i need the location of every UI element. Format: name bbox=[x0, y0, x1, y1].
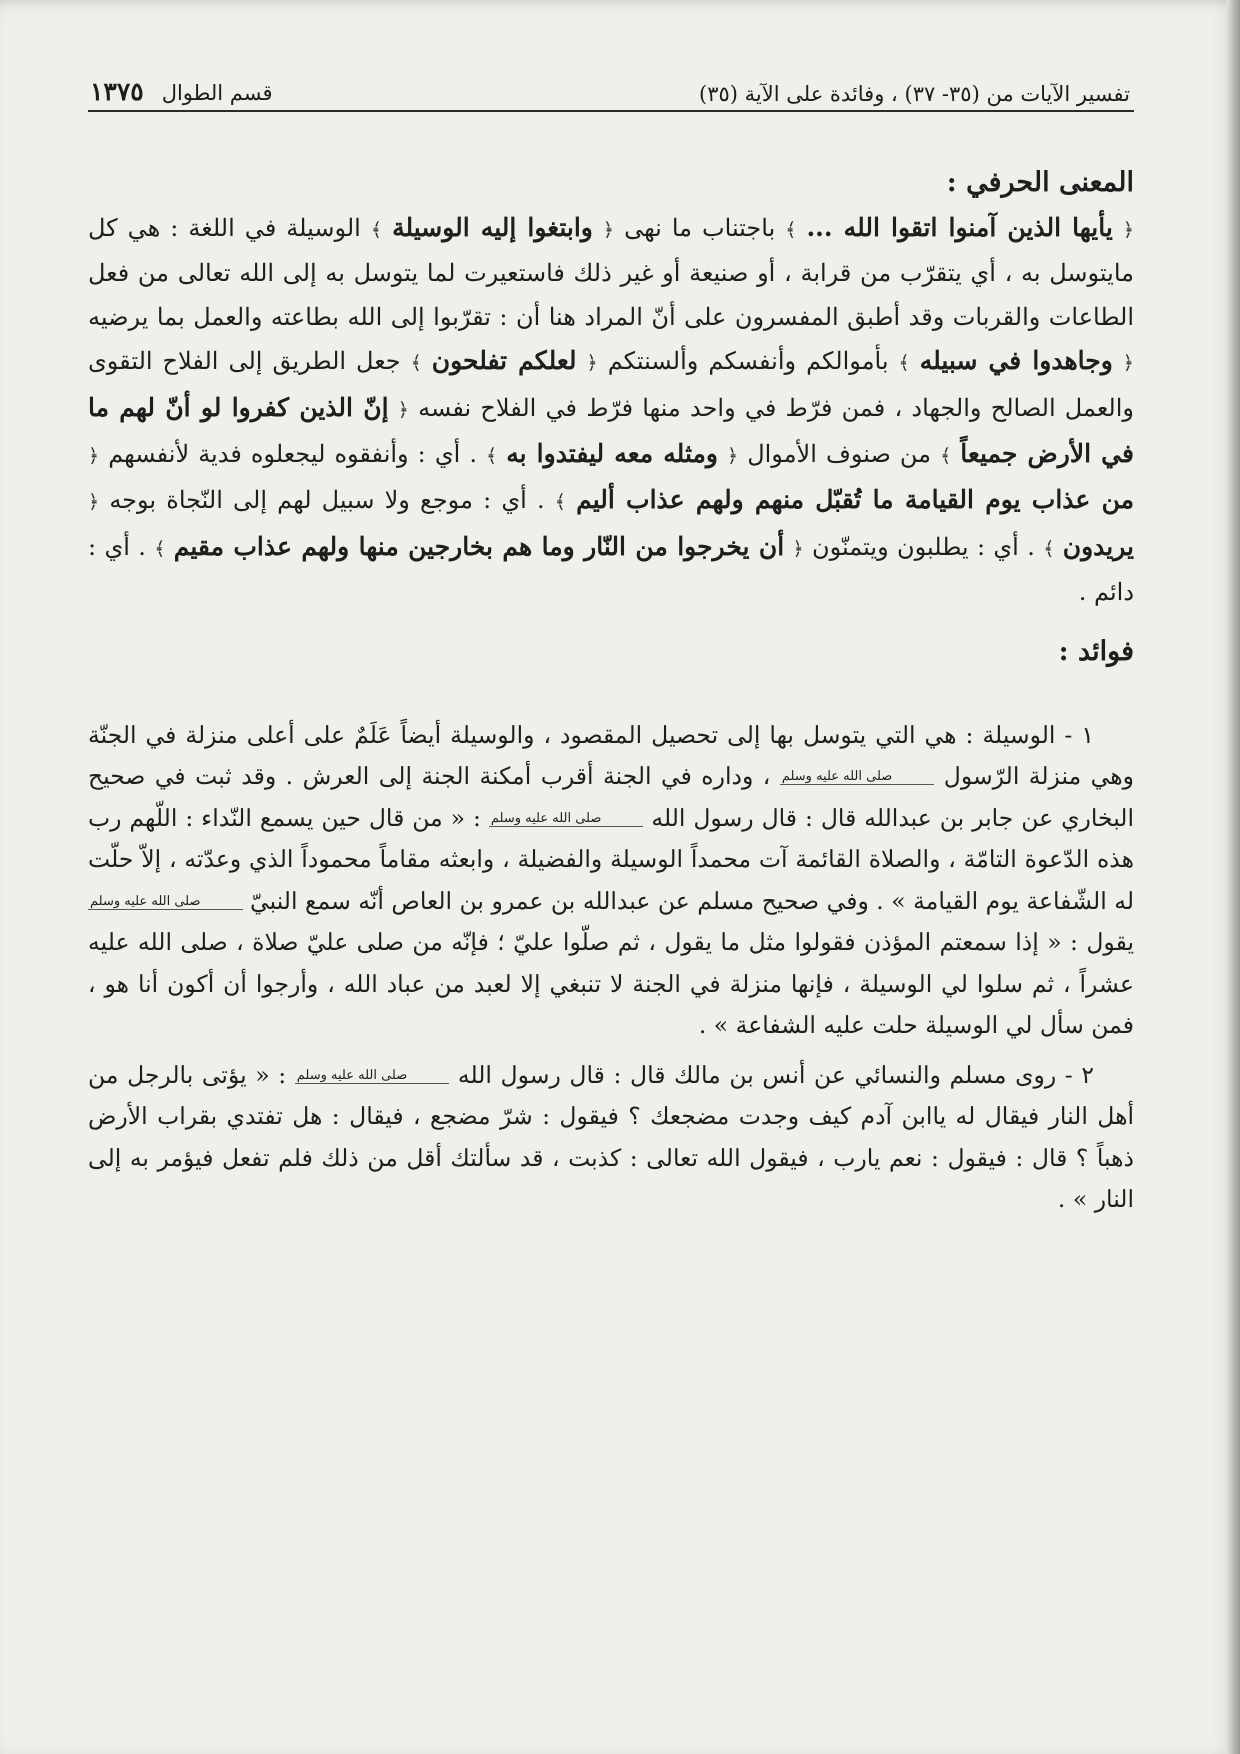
benefit-text: : « من قال حين يسمع النّداء : اللّهم رب هذه الدّعوة التامّة ، والصلاة القائمة آت محمداً الوسيلة والفضيلة ، وابعثه مقاماً محموداً الذي وعدّته ، إلاّ حلّت له الشّفاعة يوم القيامة » . وفي صحيح مسلم عن عبدالله بن عمرو بن العاص أنّه سمع النبيّ bbox=[88, 803, 1134, 915]
verse-fragment: يريدون bbox=[1062, 531, 1134, 561]
commentary-text: بأموالكم وأنفسكم وألسنتكم bbox=[607, 347, 889, 376]
benefit-text: ، وداره في الجنة أقرب أمكنة الجنة إلى العرش . وقد ثبت في صحيح البخاري عن جابر بن عبدالله قال : قال رسول الله bbox=[88, 762, 1134, 832]
benefit-text: : « يؤتى بالرجل من أهل النار فيقال له ياابن آدم كيف وجدت مضجعك ؟ فيقول : شرّ مضجع ، فيقال : هل تفتدي بقراب الأرض ذهباً ؟ قال : فيقول : نعم يارب ، فيقول الله تعالى : كذبت ، قد سألتك أقل من ذلك فلم تفعل فيؤمر به إلى النار » . bbox=[88, 1060, 1134, 1214]
ornament-close: ﴾ bbox=[154, 537, 166, 560]
ornament-open: ﴿ bbox=[397, 398, 409, 421]
salawat-ligature: صلى الله عليه وسلم bbox=[489, 812, 644, 827]
ornament-close: ﴾ bbox=[898, 352, 910, 375]
benefits-section bbox=[88, 629, 1134, 1221]
commentary-text: جعل الطريق إلى الفلاح التقوى والعمل الصالح والجهاد ، فمن فرّط في واحد منها فرّط في الفلاح نفسه bbox=[88, 347, 1134, 422]
benefit-text: ٢ - روى مسلم والنسائي عن أنس بن مالك قال : قال رسول الله bbox=[457, 1060, 1094, 1089]
ornament-open: ﴿ bbox=[602, 219, 615, 241]
ornament-open: ﴿ bbox=[1122, 219, 1134, 241]
commentary-text: باجتناب ما نهى bbox=[624, 214, 776, 242]
page-number: ١٣٧٥ bbox=[90, 77, 144, 106]
ornament-close: ﴾ bbox=[410, 352, 422, 375]
literal-meaning-paragraph bbox=[88, 206, 1134, 615]
verse-fragment: أن يخرجوا من النّار وما هم بخارجين منها ولهم عذاب مقيم bbox=[173, 531, 785, 561]
ornament-open: ﴿ bbox=[1122, 352, 1134, 375]
ornament-open: ﴿ bbox=[88, 445, 100, 468]
commentary-text: . أي : يطلبون ويتمنّون bbox=[812, 532, 1035, 561]
literal-meaning-heading: المعنى الحرفي : bbox=[946, 167, 1134, 198]
ornament-close: ﴾ bbox=[370, 219, 383, 241]
benefits-heading: فوائد : bbox=[1058, 635, 1134, 667]
ornament-open: ﴿ bbox=[792, 537, 804, 560]
ornament-close: ﴾ bbox=[940, 445, 952, 468]
ornament-close: ﴾ bbox=[554, 491, 566, 514]
verse-fragment: إنّ الذين كفروا لو أنّ لهم ما في الأرض جميعاً bbox=[88, 392, 1134, 469]
ornament-open: ﴿ bbox=[727, 445, 739, 468]
page-content bbox=[88, 160, 1134, 1221]
verse-fragment: وابتغوا إليه الوسيلة bbox=[392, 213, 593, 242]
salawat-ligature: صلى الله عليه وسلم bbox=[295, 1069, 450, 1084]
running-header bbox=[90, 62, 1130, 106]
commentary-text: . أي : موجع ولا سبيل لهم إلى النّجاة بوجه bbox=[109, 486, 545, 515]
verse-fragment: وجاهدوا في سبيله bbox=[919, 346, 1113, 376]
commentary-text: . أي : وأنفقوه ليجعلوه فدية لأنفسهم bbox=[108, 440, 477, 469]
page-edge-shadow bbox=[1226, 0, 1240, 1754]
ornament-open: ﴿ bbox=[88, 491, 100, 514]
header-section: قسم الطوال bbox=[161, 81, 273, 105]
ornament-close: ﴾ bbox=[1043, 537, 1055, 560]
ornament-close: ﴾ bbox=[486, 445, 498, 468]
ornament-close: ﴾ bbox=[785, 219, 797, 241]
salawat-ligature: صلى الله عليه وسلم bbox=[88, 895, 243, 910]
commentary-text: الوسيلة في اللغة : هي كل مايتوسل به ، أي يتقرّب من قرابة ، أو صنيعة أو غير ذلك فاستعيرت لما يتوسل به إلى الله تعالى من فعل الطاعات والقربات وقد أطبق المفسرون على أنّ المراد هنا أن : تقرّبوا إلى الله بطاعته والعمل بما يرضيه bbox=[88, 214, 1134, 331]
verse-fragment: لعلكم تفلحون bbox=[431, 346, 577, 376]
header-left-group bbox=[90, 77, 273, 106]
benefit-paragraph-2 bbox=[88, 1055, 1134, 1221]
benefit-paragraph-1 bbox=[88, 715, 1134, 1047]
benefit-text: يقول : « إذا سمعتم المؤذن فقولوا مثل ما يقول ، ثم صلّوا عليّ ؛ فإنّه من صلى عليّ صلاة ، صلى الله عليه عشراً ، ثم سلوا لي الوسيلة ، فإنها منزلة في الجنة لا تنبغي إلا لعبد من عباد الله ، وأرجوا أن أكون أنا هو ، فمن سأل لي الوسيلة حلت عليه الشفاعة » . bbox=[88, 928, 1134, 1040]
commentary-text: من صنوف الأموال bbox=[747, 440, 932, 469]
verse-fragment: يأيها الذين آمنوا اتقوا الله ... bbox=[806, 213, 1113, 242]
commentary-text: . أي : دائم . bbox=[88, 532, 1134, 607]
salawat-ligature: صلى الله عليه وسلم bbox=[780, 770, 935, 785]
ornament-open: ﴿ bbox=[586, 352, 598, 375]
literal-meaning-section bbox=[88, 160, 1134, 615]
header-title: تفسير الآيات من (٣٥- ٣٧) ، وفائدة على الآية (٣٥) bbox=[699, 82, 1130, 106]
benefit-text: ١ - الوسيلة : هي التي يتوسل بها إلى تحصيل المقصود ، والوسيلة أيضاً عَلَمٌ على أعلى منزلة في الجنّة وهي منزلة الرّسول bbox=[88, 720, 1134, 791]
verse-fragment: ومثله معه ليفتدوا به bbox=[506, 439, 718, 469]
header-rule bbox=[88, 110, 1134, 112]
verse-fragment: من عذاب يوم القيامة ما تُقبّل منهم ولهم عذاب أليم bbox=[576, 485, 1134, 515]
